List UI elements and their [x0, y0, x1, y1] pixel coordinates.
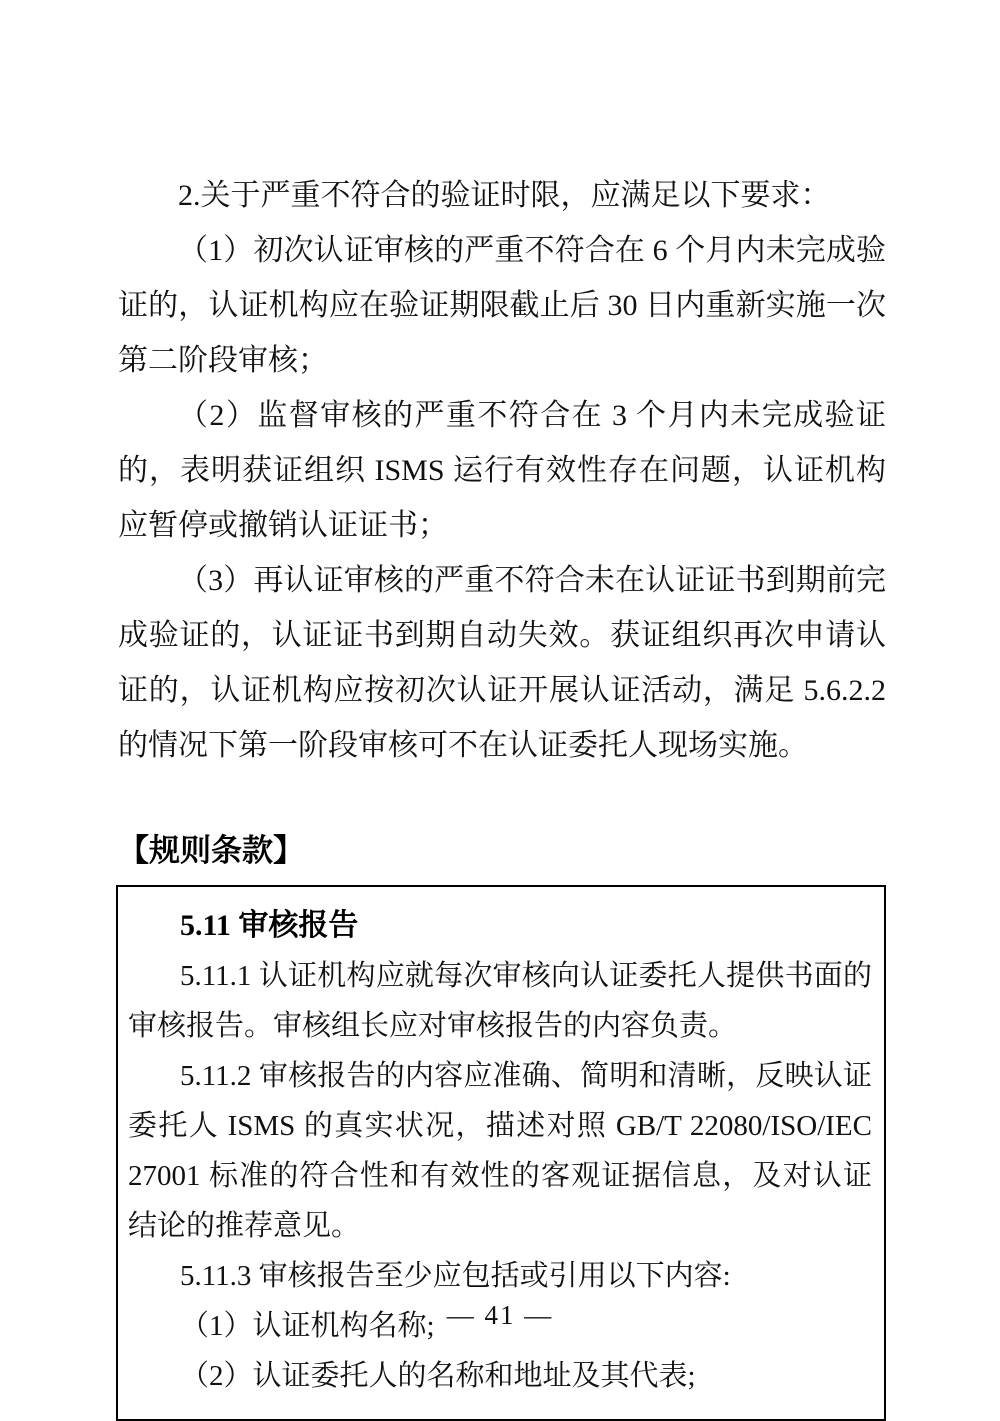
- rule-list-item: （2）认证委托人的名称和地址及其代表;: [180, 1360, 696, 1392]
- rule-paragraph: 5.11.2 审核报告的内容应准确、简明和清晰，反映认证委托人 ISMS 的真实状况，描述对照 GB/T 22080/ISO/IEC 27001 标准的符合性和有效性的客观证据信息，及对认证结论的推荐意见。: [128, 1060, 872, 1242]
- rule-box-title: 5.11 审核报告: [180, 909, 359, 942]
- body-paragraph: （3）再认证审核的严重不符合未在认证证书到期前完成验证的，认证证书到期自动失效。获证组织再次申请认证的，认证机构应按初次认证开展认证活动，满足 5.6.2.2 的情况下第一阶段审核可不在认证委托人现场实施。: [118, 564, 886, 762]
- rule-box: [116, 885, 886, 1421]
- body-paragraph: （1）初次认证审核的严重不符合在 6 个月内未完成验证的，认证机构应在验证期限截止后 30 日内重新实施一次第二阶段审核；: [118, 234, 886, 377]
- rule-list-item: （1）认证机构名称;: [180, 1310, 435, 1342]
- body-paragraph: 2.关于严重不符合的验证时限，应满足以下要求：: [178, 179, 831, 212]
- document-page: [118, 168, 886, 1421]
- body-paragraph: （2）监督审核的严重不符合在 3 个月内未完成验证的，表明获证组织 ISMS 运行有效性存在问题，认证机构应暂停或撤销认证证书；: [118, 399, 886, 542]
- rule-paragraph: 5.11.1 认证机构应就每次审核向认证委托人提供书面的审核报告。审核组长应对审核报告的内容负责。: [128, 960, 872, 1042]
- page-number: — 41 —: [446, 1300, 554, 1330]
- section-heading: 【规则条款】: [118, 833, 304, 868]
- rule-paragraph: 5.11.3 审核报告至少应包括或引用以下内容:: [180, 1260, 731, 1292]
- body-text-block: [118, 168, 886, 773]
